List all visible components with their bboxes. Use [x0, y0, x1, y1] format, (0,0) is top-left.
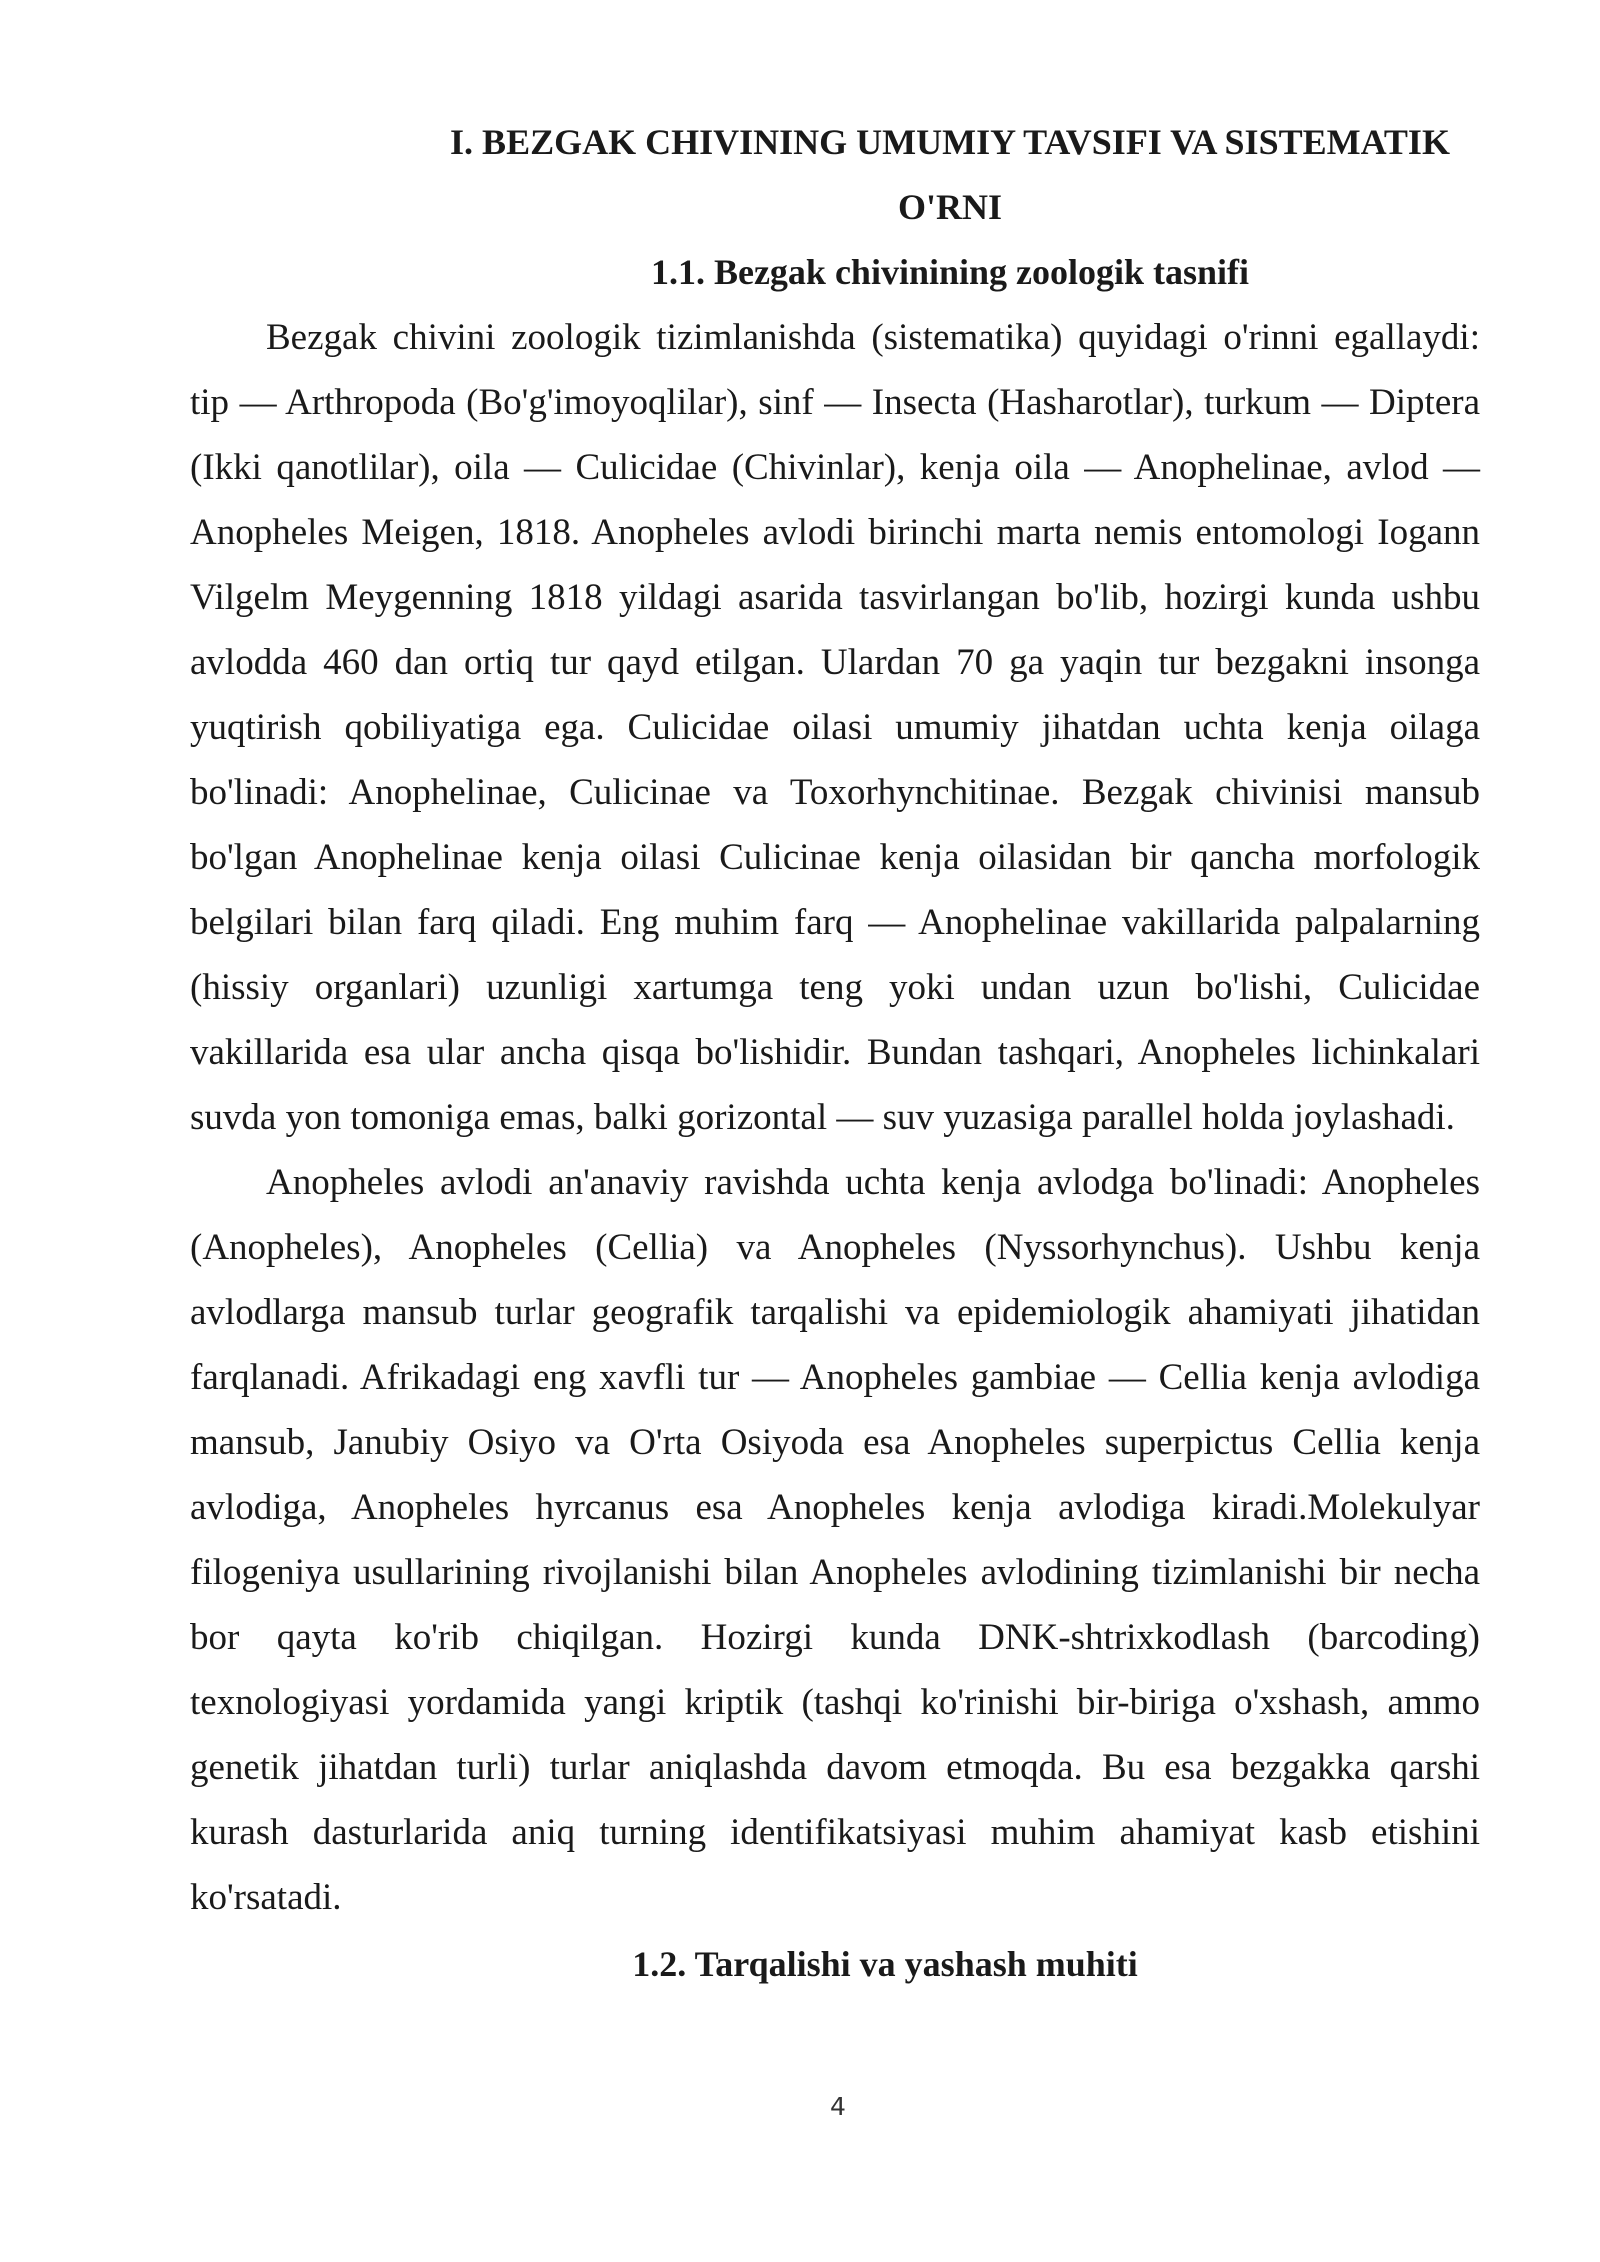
page-number: 4 [830, 2092, 846, 2121]
chapter-title: I. BEZGAK CHIVINING UMUMIY TAVSIFI VA SISTEMATIK [450, 122, 1450, 162]
body-paragraph-1: Bezgak chivini zoologik tizimlanishda (sistematika) quyidagi o'rinni egallaydi: tip — Arthropoda (Bo'g'imoyoqlilar), sinf — Insecta (Hasharotlar), turkum — Diptera (Ikki qanotlilar), oila — Culicidae (Chivinlar), kenja oila — Anophelinae, avlod — Anopheles Meigen, 1818. Anopheles avlodi birinchi marta nemis entomologi Iogann Vilgelm Meygenning 1818 yildagi asarida tasvirlangan bo'lib, hozirgi kunda ushbu avlodda 460 dan ortiq tur qayd etilgan. Ulardan 70 ga yaqin tur bezgakni insonga yuqtirish qobiliyatiga ega. Culicidae oilasi umumiy jihatdan uchta kenja oilaga bo'linadi: Anophelinae, Culicinae va Toxorhynchitinae. Bezgak chivinisi mansub bo'lgan Anophelinae kenja oilasi Culicinae kenja oilasidan bir qancha morfologik belgilari bilan farq qiladi. Eng muhim farq — Anophelinae vakillarida palpalarning (hissiy organlari) uzunligi xartumga teng yoki undan uzun bo'lishi, Culicidae vakillarida esa ular ancha qisqa bo'lishidir. Bundan tashqari, Anopheles lichinkalari suvda yon tomoniga emas, balki gorizontal — suv yuzasiga parallel holda joylashadi. [190, 317, 1480, 1138]
section-title-1-2: 1.2. Tarqalishi va yashash muhiti [632, 1944, 1138, 1984]
page-content [190, 110, 1480, 1997]
body-paragraph-2: Anopheles avlodi an'anaviy ravishda uchta kenja avlodga bo'linadi: Anopheles (Anopheles), Anopheles (Cellia) va Anopheles (Nyssorhynchus). Ushbu kenja avlodlarga mansub turlar geografik tarqalishi va epidemiologik ahamiyati jihatidan farqlanadi. Afrikadagi eng xavfli tur — Anopheles gambiae — Cellia kenja avlodiga mansub, Janubiy Osiyo va O'rta Osiyoda esa Anopheles superpictus Cellia kenja avlodiga, Anopheles hyrcanus esa Anopheles kenja avlodiga kiradi.Molekulyar filogeniya usullarining rivojlanishi bilan Anopheles avlodining tizimlanishi bir necha bor qayta ko'rib chiqilgan. Hozirgi kunda DNK-shtrixkodlash (barcoding) texnologiyasi yordamida yangi kriptik (tashqi ko'rinishi bir-biriga o'xshash, ammo genetik jihatdan turli) turlar aniqlashda davom etmoqda. Bu esa bezgakka qarshi kurash dasturlarida aniq turning identifikatsiyasi muhim ahamiyat kasb etishini ko'rsatadi. [190, 1162, 1480, 1918]
section-title-1-1: 1.1. Bezgak chivinining zoologik tasnifi [650, 252, 1250, 292]
chapter-title-continuation: O'RNI [897, 187, 1002, 227]
